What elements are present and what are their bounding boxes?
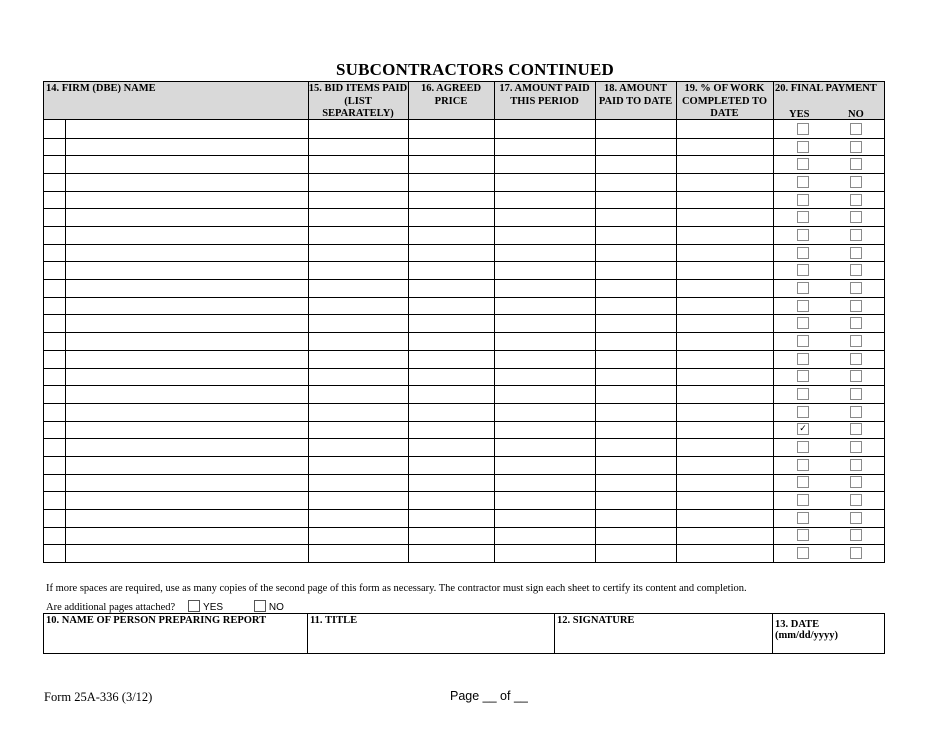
- final-payment-yes-checkbox[interactable]: [797, 512, 809, 524]
- cell-amount-period[interactable]: [495, 173, 595, 191]
- cell-agreed-price[interactable]: [409, 403, 494, 421]
- final-payment-yes-checkbox[interactable]: [797, 176, 809, 188]
- header-final-yes: YES: [789, 109, 810, 120]
- cell-bid-items[interactable]: [309, 279, 408, 297]
- final-payment-yes-checkbox[interactable]: [797, 353, 809, 365]
- cell-bid-items[interactable]: [309, 208, 408, 226]
- final-payment-no-checkbox[interactable]: [850, 353, 862, 365]
- header-percent-complete-line2: COMPLETED TO: [681, 95, 768, 107]
- cell-amount-to-date[interactable]: [596, 279, 676, 297]
- final-payment-no-checkbox[interactable]: [850, 370, 862, 382]
- preparer-name-label: 10. NAME OF PERSON PREPARING REPORT: [46, 615, 267, 626]
- final-payment-yes-checkbox[interactable]: [797, 123, 809, 135]
- cell-amount-period[interactable]: [495, 226, 595, 244]
- final-payment-no-checkbox[interactable]: [850, 335, 862, 347]
- cell-amount-period[interactable]: [495, 509, 595, 527]
- table-row: [44, 173, 884, 191]
- cell-amount-to-date[interactable]: [596, 544, 676, 562]
- cell-amount-to-date[interactable]: [596, 191, 676, 209]
- table-row: [44, 385, 884, 403]
- cell-agreed-price[interactable]: [409, 279, 494, 297]
- cell-agreed-price[interactable]: [409, 155, 494, 173]
- final-payment-no-checkbox[interactable]: [850, 158, 862, 170]
- table-row: [44, 421, 884, 439]
- final-payment-yes-checkbox[interactable]: [797, 229, 809, 241]
- final-payment-yes-checkbox[interactable]: [797, 441, 809, 453]
- final-payment-yes-checkbox[interactable]: [797, 459, 809, 471]
- header-agreed-price-line2: PRICE: [434, 95, 468, 107]
- table-row: [44, 279, 884, 297]
- cell-agreed-price[interactable]: [409, 350, 494, 368]
- final-payment-no-checkbox[interactable]: [850, 176, 862, 188]
- cell-firm[interactable]: [66, 244, 308, 262]
- final-payment-yes-checkbox[interactable]: [797, 476, 809, 488]
- cell-agreed-price[interactable]: [409, 226, 494, 244]
- cell-bid-items[interactable]: [309, 226, 408, 244]
- cell-amount-period[interactable]: [495, 456, 595, 474]
- final-payment-yes-checkbox[interactable]: [797, 211, 809, 223]
- table-row: [44, 403, 884, 421]
- cell-firm[interactable]: [66, 527, 308, 545]
- cell-pct-complete[interactable]: [677, 544, 773, 562]
- cell-amount-to-date[interactable]: [596, 332, 676, 350]
- table-row: [44, 509, 884, 527]
- cell-pct-complete[interactable]: [677, 279, 773, 297]
- cell-pct-complete[interactable]: [677, 385, 773, 403]
- table-row: [44, 226, 884, 244]
- cell-pct-complete[interactable]: [677, 350, 773, 368]
- final-payment-yes-checkbox[interactable]: [797, 494, 809, 506]
- cell-bid-items[interactable]: [309, 350, 408, 368]
- cell-amount-period[interactable]: [495, 332, 595, 350]
- cell-firm[interactable]: [66, 279, 308, 297]
- cell-firm[interactable]: [66, 297, 308, 315]
- preparer-name-field[interactable]: [44, 614, 308, 653]
- final-payment-yes-checkbox[interactable]: [797, 406, 809, 418]
- cell-pct-complete[interactable]: [677, 120, 773, 138]
- header-amount-to-date-line2: PAID TO DATE: [598, 95, 673, 107]
- cell-amount-to-date[interactable]: [596, 261, 676, 279]
- cell-pct-complete[interactable]: [677, 226, 773, 244]
- cell-agreed-price[interactable]: [409, 173, 494, 191]
- cell-firm[interactable]: [66, 173, 308, 191]
- cell-amount-period[interactable]: [495, 314, 595, 332]
- cell-amount-to-date[interactable]: [596, 155, 676, 173]
- cell-amount-period[interactable]: [495, 350, 595, 368]
- final-payment-yes-checkbox[interactable]: [797, 141, 809, 153]
- cell-agreed-price[interactable]: [409, 138, 494, 156]
- header-amount-to-date: [595, 82, 676, 120]
- table-row: [44, 138, 884, 156]
- table-row: [44, 297, 884, 315]
- final-payment-yes-checkbox[interactable]: [797, 300, 809, 312]
- table-row: [44, 120, 884, 138]
- cell-pct-complete[interactable]: [677, 191, 773, 209]
- cell-amount-period[interactable]: [495, 261, 595, 279]
- final-payment-no-checkbox[interactable]: [850, 247, 862, 259]
- cell-bid-items[interactable]: [309, 368, 408, 386]
- table-row: [44, 191, 884, 209]
- final-payment-no-checkbox[interactable]: [850, 282, 862, 294]
- cell-pct-complete[interactable]: [677, 527, 773, 545]
- cell-firm[interactable]: [66, 421, 308, 439]
- cell-amount-period[interactable]: [495, 527, 595, 545]
- final-payment-yes-checkbox[interactable]: [797, 370, 809, 382]
- final-payment-yes-checkbox[interactable]: [797, 282, 809, 294]
- cell-amount-period[interactable]: [495, 544, 595, 562]
- header-amount-this-period: [494, 82, 595, 120]
- form-title: SUBCONTRACTORS CONTINUED: [336, 60, 614, 79]
- cell-firm[interactable]: [66, 491, 308, 509]
- final-payment-no-checkbox[interactable]: [850, 141, 862, 153]
- cell-bid-items[interactable]: [309, 120, 408, 138]
- final-payment-no-checkbox[interactable]: [850, 494, 862, 506]
- cell-pct-complete[interactable]: [677, 509, 773, 527]
- cell-amount-period[interactable]: [495, 138, 595, 156]
- header-firm-name: [44, 82, 308, 120]
- cell-amount-period[interactable]: [495, 208, 595, 226]
- cell-firm[interactable]: [66, 261, 308, 279]
- cell-bid-items[interactable]: [309, 527, 408, 545]
- cell-bid-items[interactable]: [309, 297, 408, 315]
- header-percent-complete-line1: 19. % OF WORK: [684, 83, 765, 94]
- cell-agreed-price[interactable]: [409, 244, 494, 262]
- cell-amount-to-date[interactable]: [596, 509, 676, 527]
- cell-pct-complete[interactable]: [677, 297, 773, 315]
- cell-amount-to-date[interactable]: [596, 491, 676, 509]
- table-row: [44, 527, 884, 545]
- cell-bid-items[interactable]: [309, 544, 408, 562]
- final-payment-no-checkbox[interactable]: [850, 229, 862, 241]
- cell-firm[interactable]: [66, 332, 308, 350]
- table-row: [44, 314, 884, 332]
- cell-amount-to-date[interactable]: [596, 314, 676, 332]
- table-row: [44, 244, 884, 262]
- cell-amount-to-date[interactable]: [596, 403, 676, 421]
- final-payment-yes-checkbox[interactable]: [797, 264, 809, 276]
- cell-pct-complete[interactable]: [677, 456, 773, 474]
- header-agreed-price: [408, 82, 494, 120]
- cell-amount-to-date[interactable]: [596, 350, 676, 368]
- cell-pct-complete[interactable]: [677, 474, 773, 492]
- cell-bid-items[interactable]: [309, 438, 408, 456]
- cell-pct-complete[interactable]: [677, 421, 773, 439]
- final-payment-no-checkbox[interactable]: [850, 476, 862, 488]
- cell-amount-to-date[interactable]: [596, 120, 676, 138]
- cell-pct-complete[interactable]: [677, 155, 773, 173]
- cell-agreed-price[interactable]: [409, 120, 494, 138]
- cell-firm[interactable]: [66, 474, 308, 492]
- cell-bid-items[interactable]: [309, 491, 408, 509]
- cell-amount-to-date[interactable]: [596, 297, 676, 315]
- additional-pages-yes-checkbox[interactable]: [188, 600, 200, 612]
- cell-firm[interactable]: [66, 385, 308, 403]
- cell-agreed-price[interactable]: [409, 544, 494, 562]
- final-payment-no-checkbox[interactable]: [850, 264, 862, 276]
- cell-amount-period[interactable]: [495, 155, 595, 173]
- cell-firm[interactable]: [66, 403, 308, 421]
- header-final-payment-label: 20. FINAL PAYMENT: [775, 83, 877, 94]
- final-payment-no-checkbox[interactable]: [850, 529, 862, 541]
- cell-pct-complete[interactable]: [677, 491, 773, 509]
- cell-agreed-price[interactable]: [409, 421, 494, 439]
- cell-bid-items[interactable]: [309, 421, 408, 439]
- final-payment-yes-checkbox[interactable]: [797, 317, 809, 329]
- cell-agreed-price[interactable]: [409, 438, 494, 456]
- cell-pct-complete[interactable]: [677, 244, 773, 262]
- signature-block: [43, 613, 885, 654]
- cell-pct-complete[interactable]: [677, 332, 773, 350]
- cell-bid-items[interactable]: [309, 385, 408, 403]
- additional-pages-question: [46, 600, 284, 613]
- cell-bid-items[interactable]: [309, 509, 408, 527]
- cell-amount-to-date[interactable]: [596, 173, 676, 191]
- header-bid-items: [308, 82, 408, 120]
- cell-amount-to-date[interactable]: [596, 226, 676, 244]
- cell-firm[interactable]: [66, 208, 308, 226]
- cell-agreed-price[interactable]: [409, 491, 494, 509]
- cell-bid-items[interactable]: [309, 138, 408, 156]
- header-percent-complete: [676, 82, 773, 120]
- additional-pages-yes-label: YES: [203, 602, 224, 613]
- preparer-title-field[interactable]: [308, 614, 555, 653]
- cell-amount-period[interactable]: [495, 385, 595, 403]
- cell-amount-period[interactable]: [495, 368, 595, 386]
- final-payment-yes-checkbox[interactable]: ✓: [797, 423, 809, 435]
- header-agreed-price-line1: 16. AGREED: [420, 83, 482, 94]
- cell-firm[interactable]: [66, 509, 308, 527]
- table-row: [44, 208, 884, 226]
- cell-bid-items[interactable]: [309, 332, 408, 350]
- cell-agreed-price[interactable]: [409, 456, 494, 474]
- table-row: [44, 332, 884, 350]
- cell-bid-items[interactable]: [309, 261, 408, 279]
- cell-firm[interactable]: [66, 544, 308, 562]
- cell-pct-complete[interactable]: [677, 261, 773, 279]
- cell-firm[interactable]: [66, 456, 308, 474]
- header-amount-this-period-line1: 17. AMOUNT PAID: [499, 83, 590, 94]
- table-row: [44, 456, 884, 474]
- cell-amount-to-date[interactable]: [596, 474, 676, 492]
- subcontractors-table: [43, 81, 885, 563]
- cell-firm[interactable]: [66, 314, 308, 332]
- header-bid-items-line1: 15. BID ITEMS PAID: [308, 83, 408, 94]
- signature-field[interactable]: [555, 614, 773, 653]
- header-percent-complete-line3: DATE: [710, 108, 739, 119]
- cell-amount-to-date[interactable]: [596, 244, 676, 262]
- cell-firm[interactable]: [66, 438, 308, 456]
- final-payment-yes-checkbox[interactable]: [797, 529, 809, 541]
- cell-amount-to-date[interactable]: [596, 421, 676, 439]
- cell-firm[interactable]: [66, 138, 308, 156]
- cell-amount-period[interactable]: [495, 244, 595, 262]
- cell-firm[interactable]: [66, 350, 308, 368]
- cell-pct-complete[interactable]: [677, 138, 773, 156]
- cell-firm[interactable]: [66, 155, 308, 173]
- table-row: [44, 544, 884, 562]
- cell-pct-complete[interactable]: [677, 368, 773, 386]
- cell-bid-items[interactable]: [309, 173, 408, 191]
- cell-amount-period[interactable]: [495, 403, 595, 421]
- final-payment-yes-checkbox[interactable]: [797, 247, 809, 259]
- table-row: [44, 350, 884, 368]
- cell-agreed-price[interactable]: [409, 297, 494, 315]
- final-payment-yes-checkbox[interactable]: [797, 335, 809, 347]
- page-indicator: Page __ of __: [450, 689, 528, 703]
- final-payment-no-checkbox[interactable]: [850, 512, 862, 524]
- table-row: [44, 491, 884, 509]
- header-bid-items-line2: (LIST SEPARATELY): [322, 95, 394, 119]
- cell-amount-period[interactable]: [495, 191, 595, 209]
- cell-agreed-price[interactable]: [409, 261, 494, 279]
- cell-amount-to-date[interactable]: [596, 385, 676, 403]
- cell-agreed-price[interactable]: [409, 527, 494, 545]
- cell-agreed-price[interactable]: [409, 474, 494, 492]
- final-payment-no-checkbox[interactable]: [850, 459, 862, 471]
- final-payment-no-checkbox[interactable]: [850, 388, 862, 400]
- header-firm-name-label: 14. FIRM (DBE) NAME: [46, 83, 156, 94]
- form-number: Form 25A-336 (3/12): [44, 690, 153, 704]
- date-label: 13. DATE (mm/dd/yyyy): [775, 619, 838, 641]
- cell-amount-to-date[interactable]: [596, 438, 676, 456]
- signature-label: 12. SIGNATURE: [557, 615, 635, 626]
- cell-pct-complete[interactable]: [677, 403, 773, 421]
- final-payment-no-checkbox[interactable]: [850, 211, 862, 223]
- header-amount-to-date-line1: 18. AMOUNT: [604, 83, 667, 94]
- final-payment-yes-checkbox[interactable]: [797, 547, 809, 559]
- cell-pct-complete[interactable]: [677, 314, 773, 332]
- additional-pages-no-label: NO: [268, 602, 284, 613]
- final-payment-yes-checkbox[interactable]: [797, 194, 809, 206]
- final-payment-no-checkbox[interactable]: [850, 194, 862, 206]
- additional-pages-label: Are additional pages attached?: [46, 602, 176, 613]
- cell-amount-period[interactable]: [495, 421, 595, 439]
- cell-bid-items[interactable]: [309, 456, 408, 474]
- cell-amount-period[interactable]: [495, 474, 595, 492]
- cell-bid-items[interactable]: [309, 474, 408, 492]
- header-final-no: NO: [848, 109, 864, 120]
- cell-firm[interactable]: [66, 368, 308, 386]
- header-amount-this-period-line2: THIS PERIOD: [510, 95, 579, 107]
- cell-agreed-price[interactable]: [409, 314, 494, 332]
- cell-amount-to-date[interactable]: [596, 208, 676, 226]
- final-payment-yes-checkbox[interactable]: [797, 158, 809, 170]
- cell-bid-items[interactable]: [309, 403, 408, 421]
- table-row: [44, 474, 884, 492]
- cell-amount-to-date[interactable]: [596, 368, 676, 386]
- date-field[interactable]: [773, 614, 884, 653]
- cell-pct-complete[interactable]: [677, 208, 773, 226]
- cell-amount-to-date[interactable]: [596, 456, 676, 474]
- cell-firm[interactable]: [66, 120, 308, 138]
- cell-amount-period[interactable]: [495, 279, 595, 297]
- table-row: [44, 368, 884, 386]
- cell-amount-period[interactable]: [495, 120, 595, 138]
- table-header: [44, 82, 884, 120]
- table-row: [44, 261, 884, 279]
- cell-pct-complete[interactable]: [677, 173, 773, 191]
- cell-agreed-price[interactable]: [409, 385, 494, 403]
- final-payment-no-checkbox[interactable]: [850, 123, 862, 135]
- cell-amount-period[interactable]: [495, 491, 595, 509]
- cell-agreed-price[interactable]: [409, 332, 494, 350]
- cell-pct-complete[interactable]: [677, 438, 773, 456]
- cell-agreed-price[interactable]: [409, 368, 494, 386]
- cell-agreed-price[interactable]: [409, 208, 494, 226]
- additional-pages-no-checkbox[interactable]: [254, 600, 266, 612]
- cell-agreed-price[interactable]: [409, 509, 494, 527]
- preparer-title-label: 11. TITLE: [310, 615, 358, 626]
- final-payment-no-checkbox[interactable]: [850, 406, 862, 418]
- cell-agreed-price[interactable]: [409, 191, 494, 209]
- cell-bid-items[interactable]: [309, 244, 408, 262]
- final-payment-no-checkbox[interactable]: [850, 317, 862, 329]
- final-payment-no-checkbox[interactable]: [850, 547, 862, 559]
- final-payment-no-checkbox[interactable]: [850, 300, 862, 312]
- cell-bid-items[interactable]: [309, 191, 408, 209]
- cell-firm[interactable]: [66, 191, 308, 209]
- final-payment-no-checkbox[interactable]: [850, 423, 862, 435]
- cell-bid-items[interactable]: [309, 155, 408, 173]
- cell-amount-to-date[interactable]: [596, 527, 676, 545]
- table-row: [44, 438, 884, 456]
- cell-bid-items[interactable]: [309, 314, 408, 332]
- final-payment-no-checkbox[interactable]: [850, 441, 862, 453]
- additional-space-note: If more spaces are required, use as many copies of the second page of this form as necessary. The contractor must sign each sheet to certify its content and completion.: [46, 583, 747, 594]
- cell-firm[interactable]: [66, 226, 308, 244]
- final-payment-yes-checkbox[interactable]: [797, 388, 809, 400]
- cell-amount-period[interactable]: [495, 297, 595, 315]
- cell-amount-period[interactable]: [495, 438, 595, 456]
- table-row: [44, 155, 884, 173]
- cell-amount-to-date[interactable]: [596, 138, 676, 156]
